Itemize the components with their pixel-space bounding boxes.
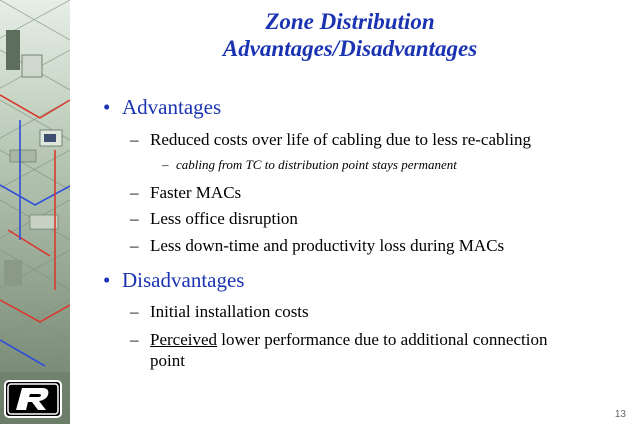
dash: – <box>130 330 139 349</box>
slide-title-line-2: Advantages/Disadvantages <box>222 36 478 61</box>
list-item-text: Faster MACs <box>150 183 242 202</box>
list-item-continuation: point <box>150 351 185 370</box>
list-item-text <box>150 330 547 350</box>
list-item-text: Initial installation costs <box>150 302 309 321</box>
dash: – <box>130 302 139 321</box>
dash: – <box>130 183 139 202</box>
list-item-text: Less office disruption <box>150 209 298 228</box>
page-number: 13 <box>614 409 626 420</box>
emphasized-word: Perceived <box>150 330 218 349</box>
list-item-text: Reduced costs over life of cabling due to less re-cabling <box>150 130 531 149</box>
bullet-label: Disadvantages <box>122 268 245 292</box>
bullet-dot: • <box>103 268 111 292</box>
list-item-text: Less down-time and productivity loss during MACs <box>150 236 505 255</box>
dash: – <box>130 236 139 255</box>
company-logo <box>4 380 62 418</box>
bullet-dot: • <box>103 95 111 119</box>
sub-list-item-text: cabling from TC to distribution point stays permanent <box>176 157 457 172</box>
dash: – <box>130 209 139 228</box>
dash: – <box>162 157 169 172</box>
slide-title-line-1: Zone Distribution <box>265 9 435 34</box>
dash: – <box>130 130 139 149</box>
list-item-text-rest: lower performance due to additional connection <box>217 330 548 349</box>
decorative-office-illustration <box>0 0 70 424</box>
bullet-label: Advantages <box>122 95 222 119</box>
